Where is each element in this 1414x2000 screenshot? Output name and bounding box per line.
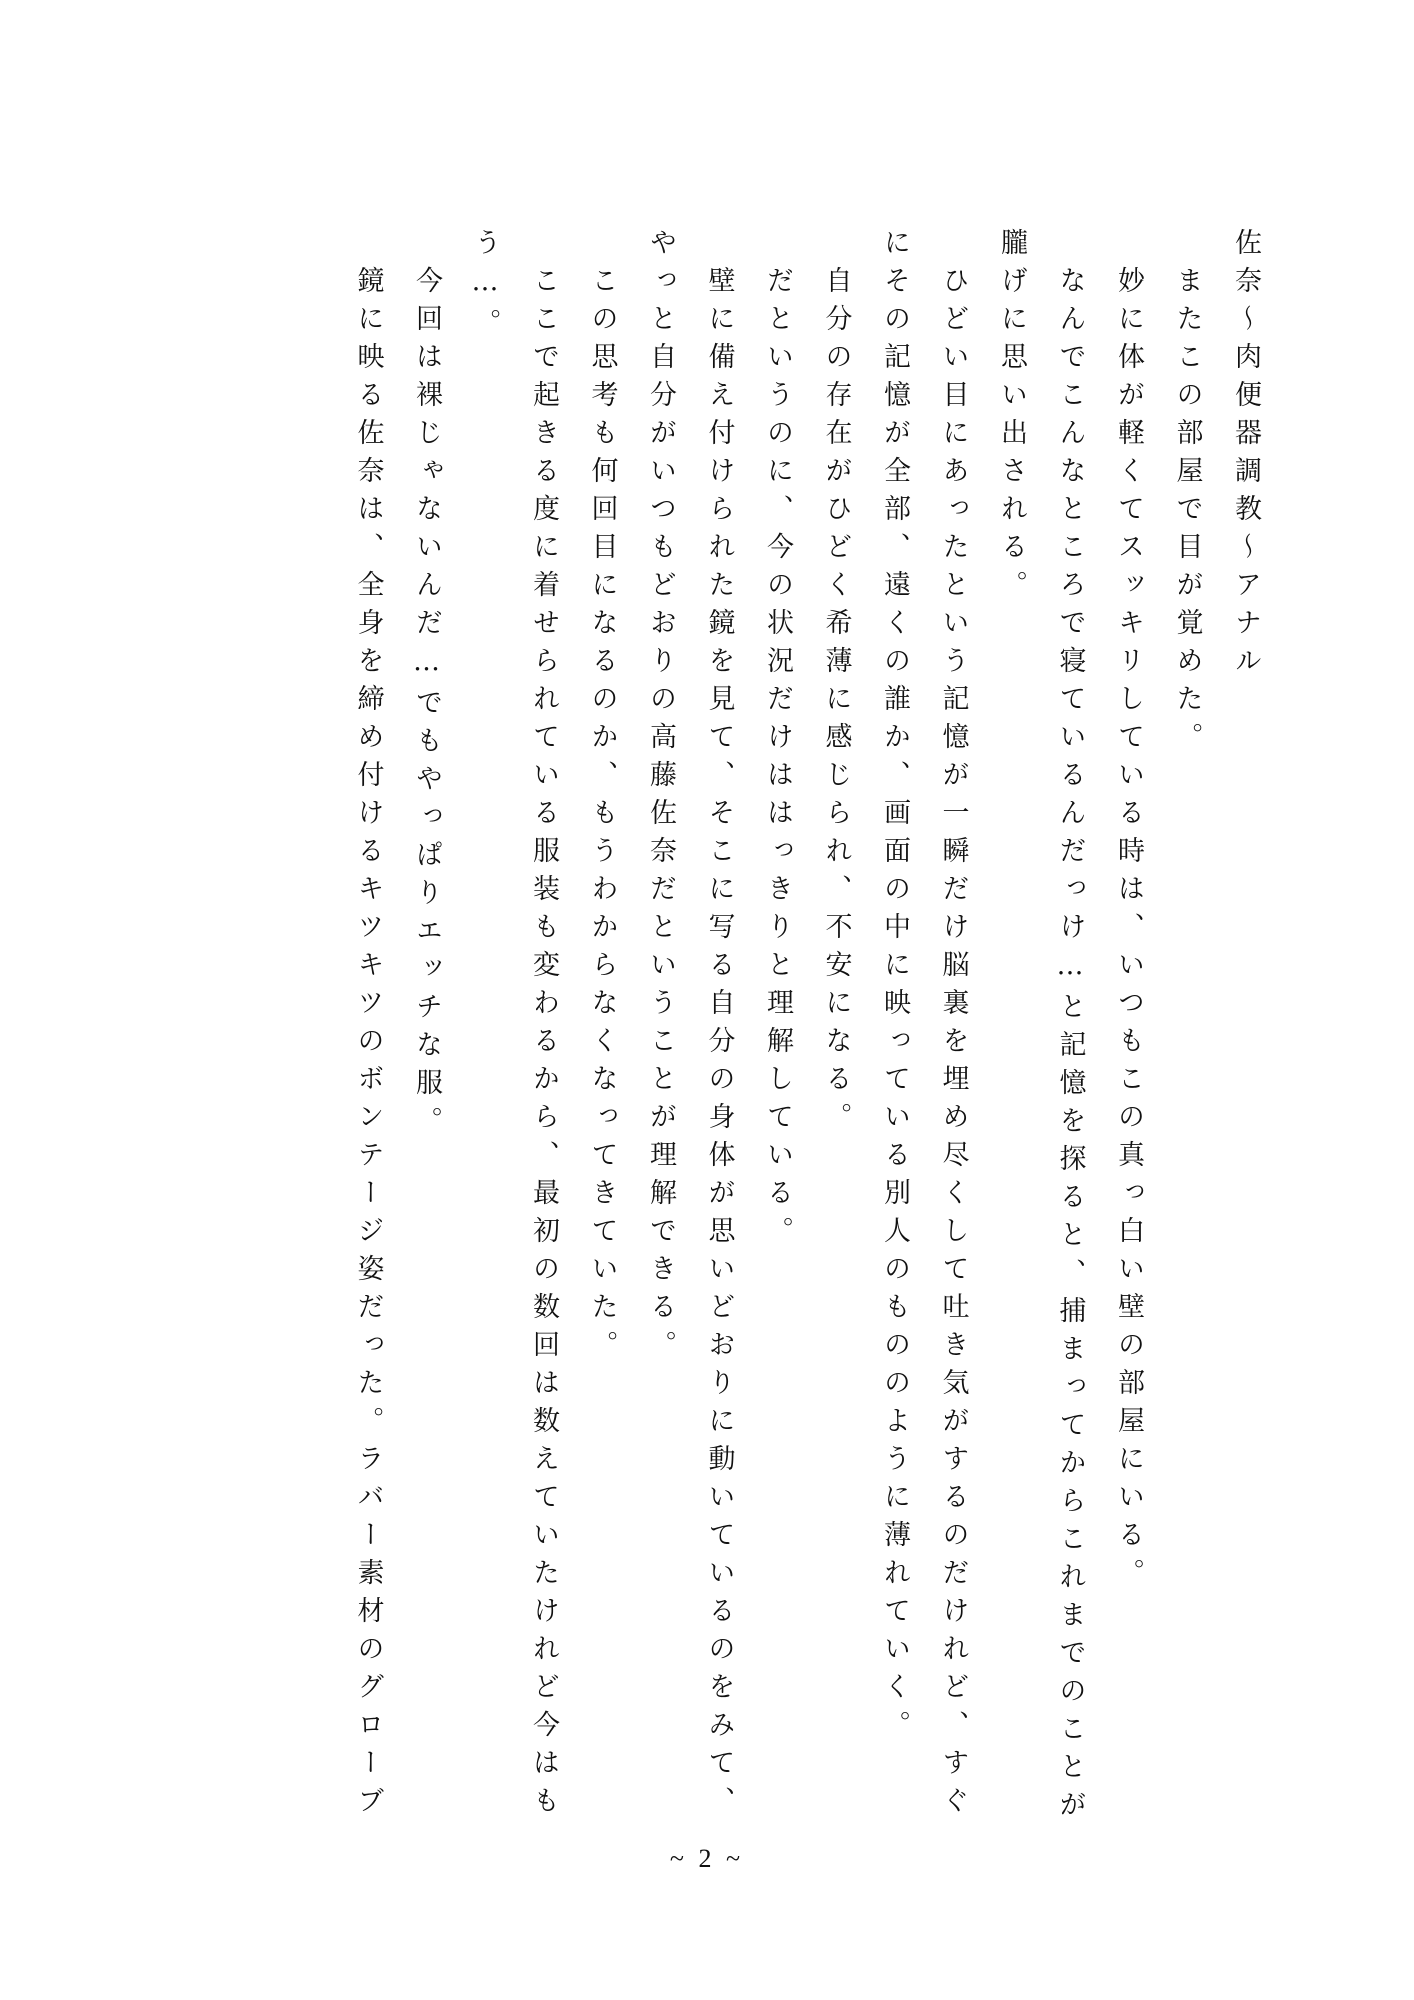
chapter-title: 佐奈～肉便器調教～アナル <box>1230 228 1261 684</box>
paragraph: 妙に体が軽くてスッキリしている時は、いつもこの真っ白い壁の部屋にいる。 <box>1113 228 1144 1596</box>
paragraph: 鏡に映る佐奈は、全身を締め付けるキツキツのボンテージ姿だった。ラバー素材のグローブ <box>352 228 384 1824</box>
paragraph: なんでこんなところで寝ているんだっけ…と記憶を探ると、捕まってからこれまでのことが朧げに思い出される。 <box>996 228 1086 1828</box>
paragraph: 壁に備え付けられた鏡を見て、そこに写る自分の身体が思いどおりに動いているのをみて、やっと自分がいつもどおりの高藤佐奈だということが理解できる。 <box>645 228 735 1824</box>
paragraph: 自分の存在がひどく希薄に感じられ、不安になる。 <box>820 228 852 1140</box>
vertical-text-body <box>338 228 1274 1838</box>
paragraph: だというのに、今の状況だけははっきりと理解している。 <box>762 228 793 1254</box>
paragraph: この思考も何回目になるのか、もうわからなくなってきていた。 <box>586 228 618 1368</box>
page-number: ~ 2 ~ <box>669 1844 745 1873</box>
paragraph: ここで起きる度に着せられている服装も変わるから、最初の数回は数えていたけれど今はもう…。 <box>469 228 559 1824</box>
paragraph: ひどい目にあったという記憶が一瞬だけ脳裏を埋め尽くして吐き気がするのだけれど、すぐにその記憶が全部、遠くの誰か、画面の中に映っている別人のもののように薄れていく。 <box>879 228 969 1824</box>
paragraph: またこの部屋で目が覚めた。 <box>1171 228 1203 760</box>
paragraph: 今回は裸じゃないんだ…でもやっぱりエッチな服。 <box>411 228 442 1144</box>
